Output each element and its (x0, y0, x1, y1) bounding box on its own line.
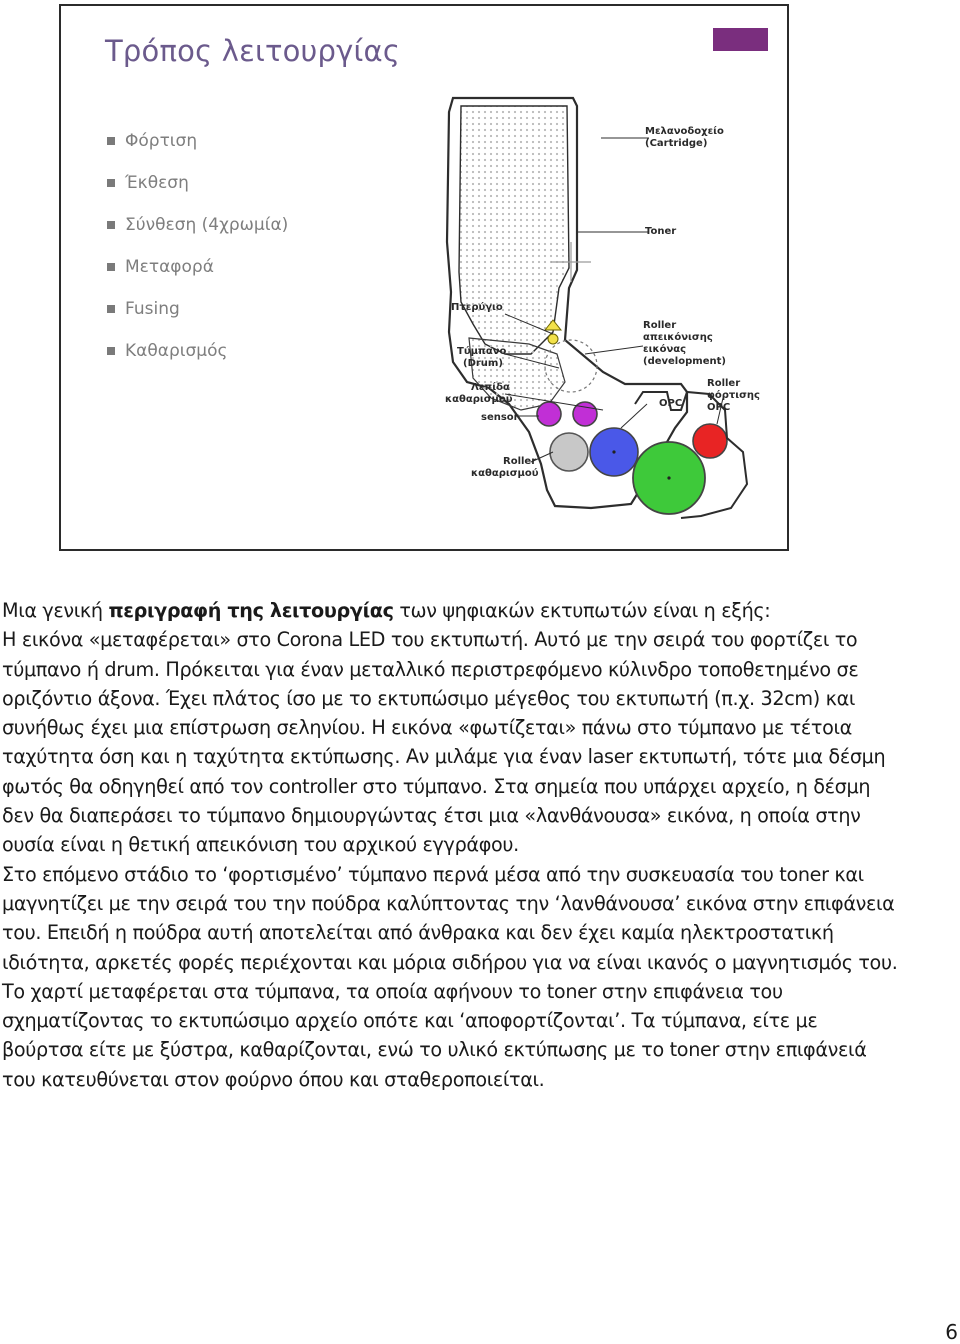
cartridge-inner-outline (459, 106, 569, 354)
bullet-square-icon (107, 347, 115, 355)
label-dev-roller-3: εικόνας (643, 344, 687, 355)
bullet-square-icon (107, 305, 115, 313)
label-cleaning-roller: Roller (503, 456, 537, 467)
label-charge-roller-3: OPC (707, 402, 731, 413)
label-sensor: sensor (481, 412, 519, 423)
label-dev-roller-4: (development) (643, 356, 726, 367)
bullet-square-icon (107, 137, 115, 145)
bullet-item (105, 298, 288, 340)
slide-title: Τρόπος λειτουργίας (105, 34, 401, 68)
paragraph-2: Στο επόμενο στάδιο το ‘φορτισμένο’ τύμπανο περνά μέσα από την συσκευασία του toner και μαγνητίζει με την σειρά του την πούδρα καλύπτοντας την ‘λανθάνουσα’ εικόνα στην επιφάνεια του. Επειδή η πούδρα αυτή αποτελείται από άνθρακα και δεν έχει καμία ηλεκτροστατική ιδιότητα, αρκετές φορές περιέχονται και μόρια σιδήρου για να είναι ικανός ο μαγνητισμός του. (2, 862, 898, 974)
label-charge-roller-2: φόρτισης (707, 390, 760, 401)
slide-bullet-list (105, 130, 288, 382)
slide-image (59, 4, 789, 551)
cleaning-roller-grey (550, 433, 588, 471)
label-charge-roller: Roller (707, 378, 741, 389)
sensor-roller-left (537, 402, 561, 426)
paragraph-1: Μια γενική περιγραφή της λειτουργίας των ψηφιακών εκτυπωτών είναι η εξής: Η εικόνα «μεταφέρεται» στο Corona LED του εκτυπωτή. Αυτό με την σειρά του φορτίζει το τύμπανο ή drum. Πρόκειται για έναν μεταλλικό περιστρεφόμενο κύλινδρο τοποθετημένο σε οριζόντιο άξονα. Έχει πλάτος ίσο με το εκτυπώσιμο μέγεθος του εκτυπωτή (π.χ. 32cm) και συνήθως έχει μια επίστρωση σεληνίου. Η εικόνα «φωτίζεται» πάνω στο τύμπανο με τέτοια ταχύτητα όση και η ταχύτητα εκτύπωσης. Αν μιλάμε για έναν laser εκτυπωτή, τότε μια δέσμη φωτός θα οδηγηθεί από τον controller στο τύμπανο. Στα σημεία που υπάρχει αρχείο, η δέσμη δεν θα διαπεράσει το τύμπανο δημιουργώντας έτσι μια «λανθάνουσα» εικόνα, η οποία στην ουσία είναι η θετική απεικόνιση του αρχικού εγγράφου. (2, 599, 886, 857)
slide-accent-bar (713, 28, 768, 51)
label-dev-roller: Roller (643, 320, 677, 331)
label-cartridge-en: (Cartridge) (645, 138, 708, 149)
bullet-square-icon (107, 179, 115, 187)
page-number: 6 (945, 1320, 958, 1344)
bullet-square-icon (107, 263, 115, 271)
printer-cartridge-diagram (381, 92, 781, 532)
bullet-item (105, 256, 288, 298)
label-drum: Τύμπανο (457, 346, 507, 357)
bullet-item (105, 172, 288, 214)
label-fin: Πτερύγιο (451, 302, 503, 313)
bullet-item (105, 340, 288, 382)
label-drum-en: (Drum) (463, 358, 503, 369)
bullet-label: Φόρτιση (125, 131, 198, 151)
label-cartridge: Μελανοδοχείο (645, 126, 724, 137)
label-cleaning-roller-2: καθαρισμού (471, 468, 539, 479)
bullet-item (105, 130, 288, 172)
bold-phrase: περιγραφή της λειτουργίας (108, 599, 394, 622)
bullet-square-icon (107, 221, 115, 229)
bullet-label: Σύνθεση (4χρωμία) (125, 215, 289, 235)
label-blade-2: καθαρισμού (445, 394, 513, 405)
bullet-label: Έκθεση (125, 173, 189, 193)
bullet-label: Μεταφορά (125, 257, 214, 277)
charge-roller-red (693, 424, 727, 458)
label-toner: Toner (645, 226, 677, 237)
paragraph-3: Το χαρτί μεταφέρεται στα τύμπανα, τα οποία αφήνουν το toner στην επιφάνεια του σχηματίζοντας το εκτυπώσιμο αρχείο οπότε και ‘αποφορτίζονται’. Τα τύμπανα, είτε με βούρτσα είτε με ξύστρα, καθαρίζονται, ενώ το υλικό εκτύπωσης με το toner στην επιφάνειά του κατευθύνεται στον φούρνο όπου και σταθεροποιείται. (2, 979, 867, 1091)
label-opc: OPC (659, 398, 683, 409)
bullet-label: Fusing (125, 299, 180, 319)
label-blade: Λεπίδα (471, 382, 510, 393)
label-dev-roller-2: απεικόνισης (643, 332, 713, 343)
body-text (2, 596, 902, 1094)
bullet-item (105, 214, 288, 256)
bullet-label: Καθαρισμός (125, 341, 228, 361)
